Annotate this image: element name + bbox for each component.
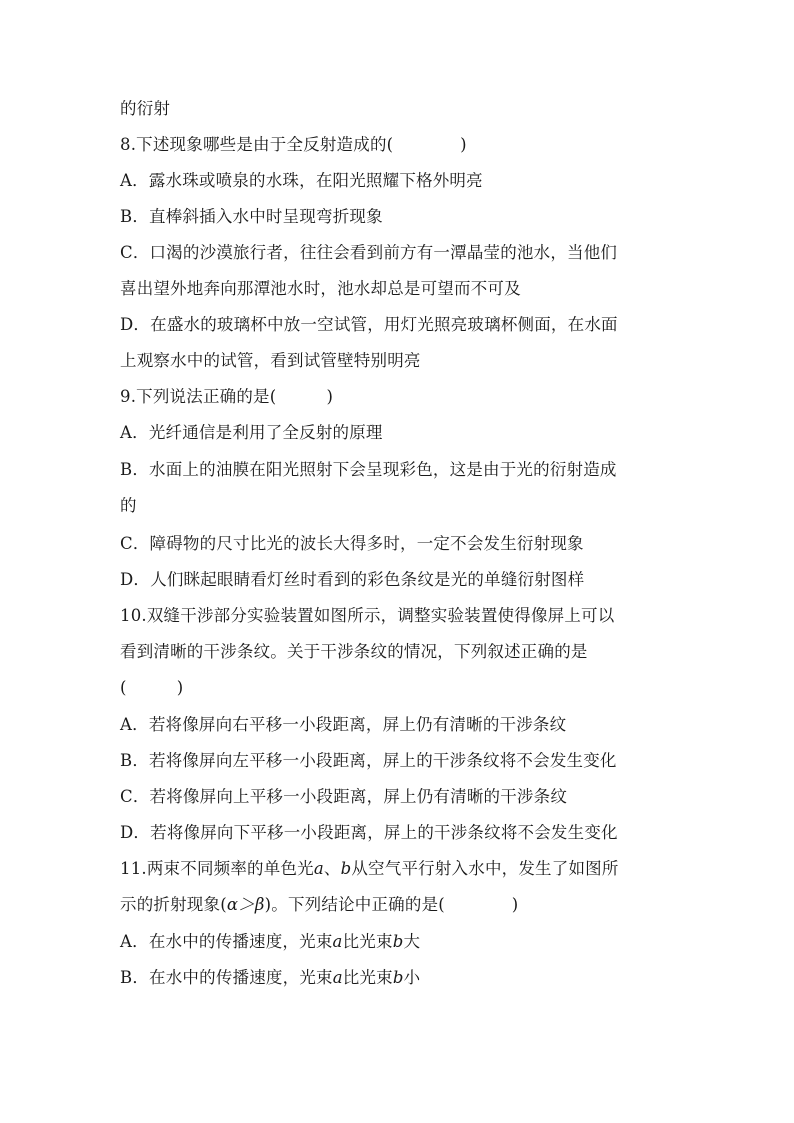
q11-text: A．在水中的传播速度，光束 bbox=[120, 932, 333, 951]
q11-text: 、 bbox=[323, 859, 341, 878]
symbol-a: a bbox=[313, 859, 324, 878]
symbol-b: b bbox=[340, 859, 352, 878]
text-line: 的衍射 bbox=[120, 99, 171, 118]
q11-text: 比光束 bbox=[342, 932, 393, 951]
q11-text: 比光束 bbox=[342, 968, 393, 987]
q10-option-a: A．若将像屏向右平移一小段距离，屏上仍有清晰的干涉条纹 bbox=[120, 715, 567, 734]
q8-option-c-cont: 喜出望外地奔向那潭池水时，池水却总是可望而不可及 bbox=[120, 279, 521, 298]
q8-option-a: A．露水珠或喷泉的水珠，在阳光照耀下格外明亮 bbox=[120, 171, 483, 190]
question-11-stem bbox=[120, 858, 680, 880]
q11-text: 11.两束不同频率的单色光 bbox=[120, 859, 314, 878]
q9-option-b-cont: 的 bbox=[120, 496, 137, 515]
q10-option-b: B．若将像屏向左平移一小段距离，屏上的干涉条纹将不会发生变化 bbox=[120, 751, 617, 770]
symbol-a: a bbox=[332, 968, 343, 987]
q11-text: 大 bbox=[403, 932, 421, 951]
symbol-b: b bbox=[392, 932, 404, 951]
q9-option-a: A．光纤通信是利用了全反射的原理 bbox=[120, 423, 383, 442]
q8-option-c: C．口渴的沙漠旅行者，往往会看到前方有一潭晶莹的池水，当他们 bbox=[120, 243, 618, 262]
q11-option-b bbox=[120, 967, 680, 989]
q10-option-d: D．若将像屏向下平移一小段距离，屏上的干涉条纹将不会发生变化 bbox=[120, 823, 618, 842]
symbol-a: a bbox=[332, 932, 343, 951]
q11-text: B．在水中的传播速度，光束 bbox=[120, 968, 333, 987]
question-11-stem-cont bbox=[120, 894, 680, 916]
q10-option-c: C．若将像屏向上平移一小段距离，屏上仍有清晰的干涉条纹 bbox=[120, 787, 568, 806]
q9-option-c: C．障碍物的尺寸比光的波长大得多时，一定不会发生衍射现象 bbox=[120, 534, 584, 553]
question-10-bracket: ( ) bbox=[120, 678, 184, 697]
angle-relation: α＞β bbox=[226, 895, 265, 914]
question-10-stem-cont: 看到清晰的干涉条纹。关于干涉条纹的情况，下列叙述正确的是 bbox=[120, 642, 588, 661]
q8-option-d-cont: 上观察水中的试管，看到试管壁特别明亮 bbox=[120, 351, 421, 370]
q9-option-d: D．人们眯起眼睛看灯丝时看到的彩色条纹是光的单缝衍射图样 bbox=[120, 570, 585, 589]
q8-option-b: B．直棒斜插入水中时呈现弯折现象 bbox=[120, 207, 383, 226]
question-8-stem: 8.下述现象哪些是由于全反射造成的( ) bbox=[120, 135, 467, 154]
q11-text: 小 bbox=[403, 968, 421, 987]
q9-option-b: B．水面上的油膜在阳光照射下会呈现彩色，这是由于光的衍射造成 bbox=[120, 460, 617, 479]
q11-option-a bbox=[120, 931, 680, 953]
question-9-stem: 9.下列说法正确的是( ) bbox=[120, 387, 334, 406]
q11-text: 示的折射现象( bbox=[120, 895, 227, 914]
q11-text: 从空气平行射入水中，发生了如图所 bbox=[351, 859, 619, 878]
q8-option-d: D．在盛水的玻璃杯中放一空试管，用灯光照亮玻璃杯侧面，在水面 bbox=[120, 315, 618, 334]
symbol-b: b bbox=[392, 968, 404, 987]
q11-text: )。下列结论中正确的是( ) bbox=[264, 895, 519, 914]
question-10-stem: 10.双缝干涉部分实验装置如图所示，调整实验装置使得像屏上可以 bbox=[120, 606, 615, 625]
